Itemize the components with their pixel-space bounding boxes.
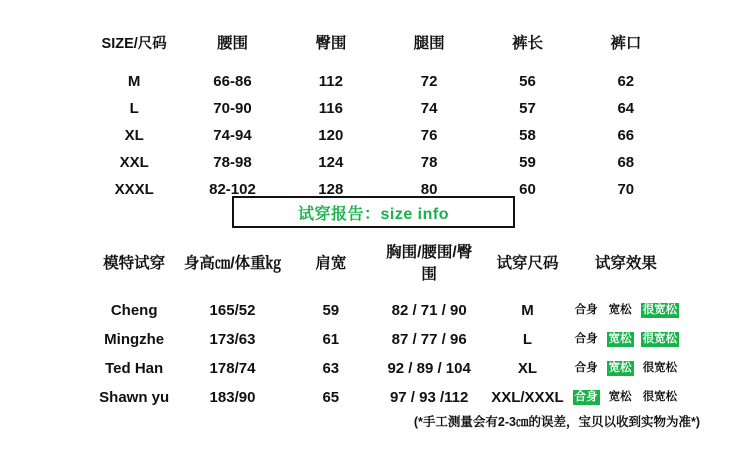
model-name: Shawn yu (99, 389, 170, 406)
fit-tag-2: 很宽松 (642, 304, 678, 316)
fit-tag-group (574, 361, 678, 376)
size-chart-header-cell: 裤口 (610, 35, 642, 52)
fit-report-header-cell: 试穿尺码 (496, 255, 559, 272)
fit-effect-cell (574, 296, 678, 325)
size-chart-body (85, 68, 675, 203)
size-chart-header-cell: 臀围 (315, 35, 347, 52)
size-cell: 66 (617, 127, 635, 144)
model-name: Mingzhe (104, 331, 165, 348)
model-height-weight: 165/52 (209, 302, 256, 319)
fit-effect-cell (574, 354, 678, 383)
table-row (85, 296, 675, 325)
size-chart-header-cell: 腿围 (413, 35, 445, 52)
fit-tag-2: 很宽松 (642, 362, 678, 374)
size-chart-header-cell: SIZE/尺码 (101, 35, 167, 52)
size-cell: 57 (519, 100, 536, 117)
size-cell: 78 (420, 154, 438, 171)
size-chart-table (85, 28, 675, 203)
model-height-weight: 173/63 (209, 331, 256, 348)
model-name: Ted Han (105, 360, 164, 377)
size-chart-head (85, 28, 675, 68)
size-cell: 70-90 (213, 100, 252, 117)
model-shoulder: 61 (322, 331, 340, 348)
size-cell: 72 (420, 73, 438, 90)
model-shoulder: 59 (322, 302, 340, 319)
model-name: Cheng (110, 302, 158, 319)
model-size: XL (517, 360, 538, 377)
size-cell: 80 (420, 181, 438, 198)
model-size: M (521, 302, 534, 319)
model-measurements: 92 / 89 / 104 (387, 360, 471, 377)
table-row (85, 149, 675, 176)
size-cell: 68 (617, 154, 635, 171)
fit-tag-0: 合身 (574, 304, 598, 316)
fit-effect-cell (574, 325, 678, 354)
size-cell: 66-86 (213, 73, 252, 90)
model-height-weight: 183/90 (209, 389, 256, 406)
fit-report-header-cell: 胸围/腰围/臀围 (386, 244, 473, 283)
size-cell: 120 (318, 127, 344, 144)
measurement-disclaimer: (*手工测量会有2-3㎝的误差，宝贝以收到实物为准*) (413, 415, 700, 429)
size-cell: 74 (420, 100, 438, 117)
size-cell: 56 (519, 73, 536, 90)
fit-report-header-cell: 身高㎝/体重㎏ (183, 255, 282, 272)
model-size: L (522, 331, 533, 348)
fit-report-header-cell: 肩宽 (315, 255, 347, 272)
fit-tag-1: 宽松 (608, 362, 632, 374)
fit-report-header-cell: 模特试穿 (103, 255, 166, 272)
size-cell: 58 (519, 127, 536, 144)
fit-report-body (85, 296, 678, 412)
table-row (85, 383, 675, 412)
size-chart-header-cell: 裤长 (511, 35, 543, 52)
fit-tag-0: 合身 (574, 391, 598, 403)
fit-tag-group (574, 303, 678, 318)
size-cell: XXXL (114, 181, 154, 198)
fit-tag-group (574, 332, 678, 347)
size-chart-header-cell: 腰围 (216, 35, 248, 52)
fit-report-banner (232, 196, 515, 228)
size-cell: 112 (318, 73, 343, 90)
size-cell: 124 (318, 154, 344, 171)
size-cell: 70 (617, 181, 635, 198)
fit-effect-cell (574, 383, 678, 412)
table-row (85, 325, 675, 354)
fit-tag-2: 很宽松 (642, 391, 678, 403)
fit-tag-1: 宽松 (608, 391, 632, 403)
size-cell: 76 (420, 127, 438, 144)
size-cell: XXL (119, 154, 149, 171)
size-cell: 128 (318, 181, 344, 198)
size-chart-header-row (85, 28, 675, 68)
fit-report-header-row (85, 240, 675, 296)
size-cell: XL (124, 127, 144, 144)
size-cell: 64 (617, 100, 635, 117)
fit-tag-1: 宽松 (608, 333, 632, 345)
size-cell: M (127, 73, 141, 90)
size-cell: 82-102 (209, 181, 256, 198)
model-measurements: 87 / 77 / 96 (391, 331, 467, 348)
size-cell: 78-98 (213, 154, 252, 171)
fit-tag-2: 很宽松 (642, 333, 678, 345)
table-row (85, 95, 675, 122)
table-row (85, 68, 675, 95)
model-measurements: 97 / 93 /112 (389, 389, 469, 406)
model-height-weight: 178/74 (209, 360, 256, 377)
size-cell: 74-94 (213, 127, 252, 144)
fit-tag-1: 宽松 (608, 304, 632, 316)
fit-report-banner-label: 试穿报告：size info (297, 205, 449, 223)
size-cell: L (129, 100, 139, 117)
model-measurements: 82 / 71 / 90 (391, 302, 467, 319)
fit-report-head (85, 240, 675, 296)
fit-tag-0: 合身 (574, 362, 598, 374)
table-row (85, 122, 675, 149)
fit-tag-0: 合身 (574, 333, 598, 345)
size-cell: 59 (519, 154, 536, 171)
fit-tag-group (574, 390, 678, 405)
model-size: XXL/XXXL (491, 389, 564, 406)
table-row (85, 354, 675, 383)
model-shoulder: 63 (322, 360, 340, 377)
fit-report-table (85, 240, 678, 412)
size-cell: 116 (318, 100, 343, 117)
size-cell: 62 (617, 73, 635, 90)
fit-report-header-cell: 试穿效果 (594, 255, 657, 272)
size-cell: 60 (519, 181, 536, 198)
model-shoulder: 65 (322, 389, 340, 406)
